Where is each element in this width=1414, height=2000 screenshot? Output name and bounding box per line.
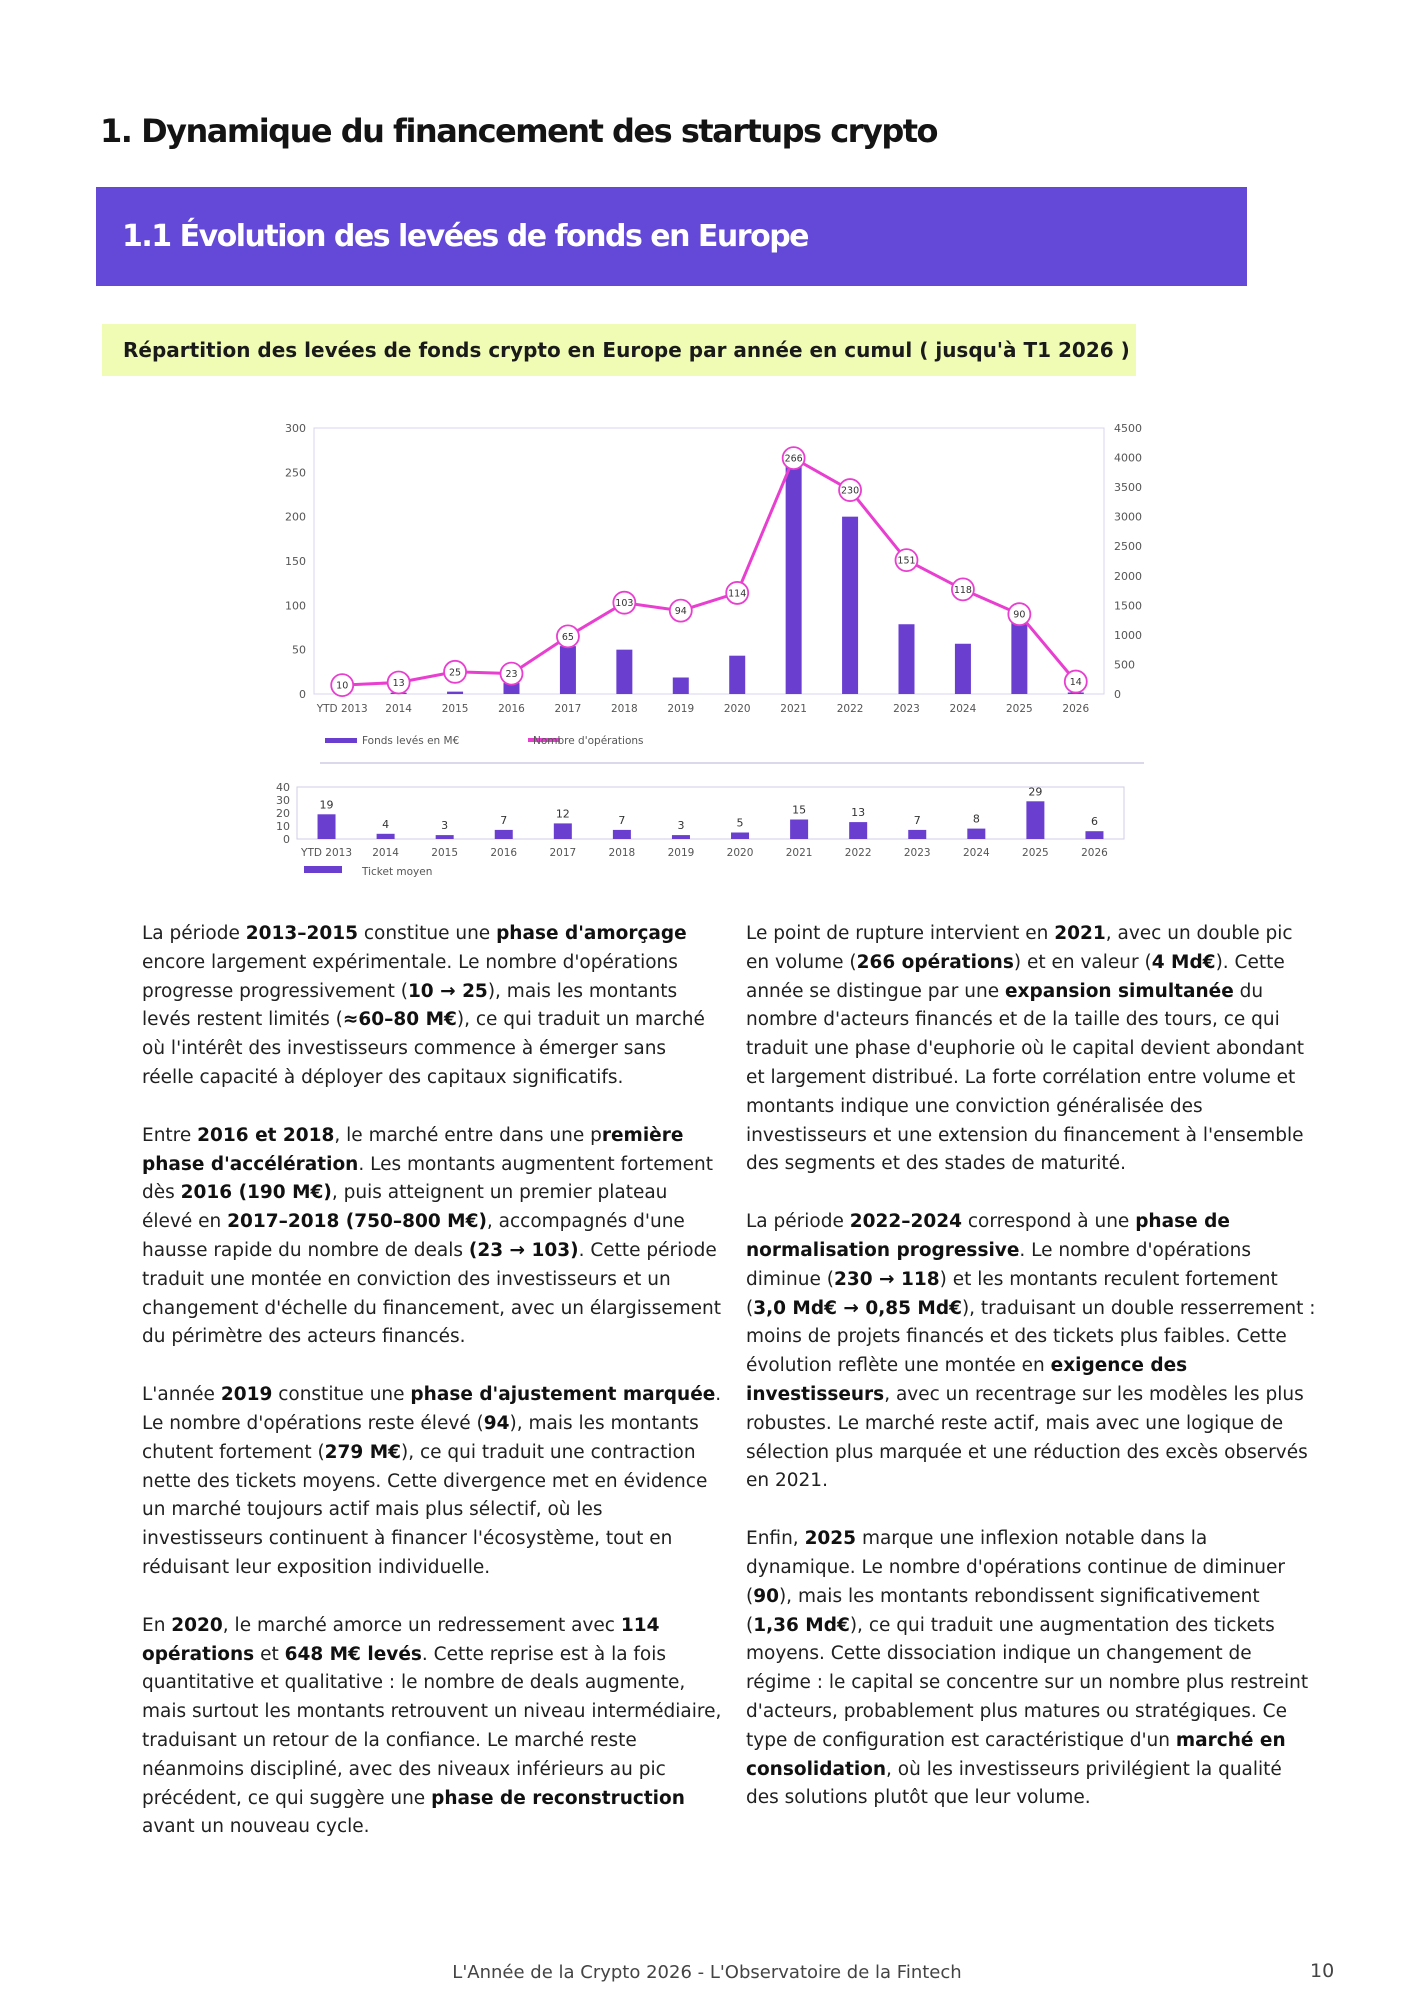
ticket-data-label: 3 — [441, 819, 449, 833]
operations-data-label: 14 — [1069, 677, 1082, 689]
x-tick-label: 2024 — [949, 703, 977, 715]
bold-run: phase de normalisation progressive — [746, 1211, 1230, 1261]
ticket-x-tick-label: 2018 — [608, 847, 636, 859]
bold-run: marché en consolidation — [746, 1729, 1286, 1780]
operations-data-label: 65 — [561, 631, 574, 643]
ticket-bar — [1085, 831, 1103, 839]
paragraph — [746, 920, 1318, 1179]
bold-run: phase de reconstruction — [431, 1787, 685, 1809]
bold-run: 230 → 118 — [833, 1268, 940, 1290]
funds-bar — [729, 656, 745, 694]
text-run: Entre — [142, 1124, 198, 1146]
left-tick-label: 250 — [285, 466, 306, 480]
right-tick-label: 4500 — [1114, 422, 1142, 435]
text-run: . Cette période traduit une montée en conviction des investisseurs et un changement d'échelle du financement, avec un élargissement du périmètre des acteurs financés. — [142, 1239, 721, 1348]
footer: L'Année de la Crypto 2026 - L'Observatoire de la Fintech — [452, 1962, 962, 1983]
legend-funds: Fonds levés en M€ — [362, 735, 460, 747]
text-run: du nombre d'acteurs financés et de la taille des tours, ce qui traduit une phase d'euphorie où le capital devient abondant et largement distribué. La forte corrélation entre volume et montants indique une conviction généralisée des investisseurs et une extension du financement à l'ensemble des segments et des stades de maturité. — [746, 980, 1305, 1175]
text-run: L'année — [142, 1384, 221, 1406]
text-run: marque une inflexion notable dans la dynamique. Le nombre d'opérations continue de diminuer ( — [746, 1528, 1286, 1607]
text-run: Le point de rupture intervient en — [746, 923, 1055, 944]
funds-bar — [842, 517, 858, 694]
bold-run: (23 → 103) — [468, 1239, 579, 1261]
text-column-left — [142, 920, 722, 1871]
ticket-tick-label: 10 — [276, 820, 290, 833]
operations-data-label: 25 — [449, 667, 462, 679]
text-run: , avec un double pic en volume ( — [746, 923, 1293, 973]
ticket-bar — [1026, 801, 1044, 839]
text-run: . Cette reprise est à la fois quantitative et qualitative : le nombre de deals augmente, mais surtout les montants retrouvent un niveau intermédiaire, traduisant un retour de la confiance. Le marché reste néanmoins discipliné, avec des niveaux inférieurs au pic précédent, ce qui suggère une — [142, 1643, 722, 1809]
left-tick-label: 0 — [299, 688, 306, 701]
left-tick-label: 200 — [285, 510, 306, 524]
right-tick-label: 2000 — [1114, 569, 1142, 583]
bold-run: 90 — [753, 1585, 779, 1607]
ticket-bar — [967, 829, 985, 839]
ticket-x-tick-label: 2024 — [962, 847, 990, 859]
text-run: En — [142, 1614, 172, 1636]
ticket-x-tick-label: YTD 2013 — [301, 847, 353, 859]
text-run: La période — [142, 923, 246, 944]
ticket-x-tick-label: 2014 — [372, 847, 399, 859]
ticket-bar — [613, 830, 631, 839]
paragraph — [142, 1612, 722, 1842]
funds-bar — [616, 650, 632, 694]
ticket-bar — [318, 814, 336, 839]
right-tick-label: 3500 — [1114, 481, 1142, 495]
ticket-data-label: 7 — [913, 813, 921, 827]
operations-data-label: 10 — [336, 680, 349, 692]
ticket-bar — [790, 820, 808, 840]
funds-bar — [786, 458, 802, 694]
legend-swatch-funds — [325, 738, 357, 743]
operations-data-label: 118 — [953, 584, 972, 596]
ticket-legend — [304, 866, 432, 878]
bold-run: expansion simultanée — [1004, 980, 1234, 1002]
operations-data-label: 266 — [784, 453, 803, 465]
funds-bar — [447, 692, 463, 694]
text-run: , le marché amorce un redressement avec — [222, 1614, 621, 1636]
funds-bar — [560, 646, 576, 694]
x-tick-label: 2018 — [610, 703, 638, 715]
x-tick-label: 2020 — [723, 703, 751, 715]
right-tick-label: 3000 — [1114, 510, 1142, 524]
ticket-x-tick-label: 2022 — [844, 847, 872, 859]
ticket-data-label: 15 — [792, 803, 807, 817]
x-tick-label: 2026 — [1062, 703, 1090, 715]
ticket-data-label: 29 — [1028, 785, 1043, 799]
ticket-x-tick-label: 2017 — [549, 847, 577, 859]
operations-data-label: 90 — [1013, 609, 1026, 621]
ticket-data-label: 6 — [1090, 815, 1098, 829]
text-run: . Les montants augmentent fortement dès — [142, 1153, 714, 1204]
ticket-tick-label: 20 — [276, 807, 290, 820]
bold-run: 2019 — [220, 1384, 273, 1406]
ticket-data-label: 4 — [382, 817, 390, 831]
charts — [0, 0, 1414, 900]
legend-operations: Nombre d'opérations — [533, 735, 644, 747]
bold-run: 279 M€ — [324, 1441, 402, 1463]
main-legend — [325, 735, 644, 747]
operations-data-label: 151 — [897, 555, 916, 567]
text-run: , le marché entre dans une p — [334, 1124, 602, 1146]
text-run: ), ce qui traduit un marché où l'intérêt des investisseurs commence à émerger sans réelle capacité à déployer des capitaux significatifs. — [142, 1009, 705, 1088]
ticket-x-tick-label: 2020 — [726, 847, 754, 859]
text-run: , puis atteignent un premier plateau élevé en — [142, 1182, 668, 1233]
left-tick-label: 300 — [285, 422, 306, 435]
right-tick-label: 1000 — [1114, 628, 1142, 642]
bold-run: 648 M€ levés — [284, 1643, 422, 1665]
text-run: avant un nouveau cycle. — [142, 1816, 370, 1838]
bold-run: 2020 — [171, 1614, 223, 1636]
x-tick-label: 2025 — [1005, 703, 1033, 715]
ticket-data-label: 7 — [618, 813, 626, 827]
text-run: . Le nombre d'opérations reste élevé ( — [142, 1384, 722, 1434]
text-run: , où les investisseurs privilégient la qualité des solutions plutôt que leur volume. — [746, 1758, 1282, 1809]
text-run: ) et les montants reculent fortement ( — [746, 1268, 1278, 1319]
paragraph — [746, 1525, 1318, 1813]
bold-run: 2016 et 2018 — [197, 1124, 335, 1146]
text-run: ), mais les montants chutent fortement ( — [142, 1412, 699, 1463]
bold-run: 2013–2015 — [245, 923, 358, 944]
x-tick-label: 2014 — [385, 703, 413, 715]
text-run: constitue une — [357, 923, 497, 944]
ticket-x-tick-label: 2016 — [490, 847, 518, 859]
x-tick-label: 2016 — [498, 703, 525, 715]
left-tick-label: 100 — [285, 599, 306, 613]
ticket-x-tick-label: 2026 — [1081, 847, 1108, 859]
text-run: La période — [746, 1211, 850, 1233]
bold-run: 2022–2024 — [849, 1211, 962, 1233]
text-run: Enfin, — [746, 1528, 805, 1550]
bold-run: 94 — [483, 1412, 510, 1434]
text-run: constitue une — [272, 1384, 411, 1406]
funds-bar — [673, 678, 689, 694]
operations-data-label: 23 — [505, 669, 518, 681]
text-run: , avec un recentrage sur les modèles les plus robustes. Le marché reste actif, mais avec une logique de sélection plus marquée et une réduction des excès observés en 2021. — [746, 1383, 1308, 1492]
operations-data-label: 114 — [728, 588, 747, 600]
bold-run: 266 opérations — [856, 951, 1014, 973]
ticket-bar — [908, 830, 926, 839]
left-tick-label: 150 — [285, 555, 306, 568]
ticket-data-label: 3 — [677, 819, 685, 833]
bold-run: 2017–2018 (750–800 M€) — [227, 1211, 487, 1233]
legend-ticket: Ticket moyen — [362, 866, 433, 878]
bold-run: 3,0 Md€ → 0,85 Md€ — [753, 1297, 962, 1319]
bold-run: 1,36 Md€ — [753, 1614, 850, 1636]
ticket-bar — [849, 822, 867, 839]
bold-run: 2016 (190 M€) — [180, 1182, 332, 1204]
legend-swatch-ticket — [304, 866, 342, 873]
right-tick-label: 500 — [1114, 658, 1135, 672]
bold-run: 10 → 25 — [407, 980, 488, 1002]
text-run: et — [254, 1643, 285, 1665]
bold-run: 4 Md€ — [1151, 951, 1216, 973]
operations-data-label: 103 — [615, 598, 634, 610]
funds-bar — [899, 624, 915, 694]
text-run: ), mais les montants rebondissent significativement ( — [746, 1585, 1260, 1636]
text-run: correspond à une — [961, 1211, 1136, 1233]
ticket-bar — [672, 835, 690, 839]
text-run: encore largement expérimentale. Le nombre d'opérations progresse progressivement ( — [142, 951, 678, 1002]
bold-run: 2021 — [1054, 923, 1106, 944]
paragraph — [746, 1208, 1318, 1496]
text-run: . Le nombre d'opérations diminue ( — [746, 1239, 1251, 1290]
x-tick-label: 2022 — [836, 703, 864, 715]
x-tick-label: 2023 — [893, 703, 920, 715]
right-tick-label: 1500 — [1114, 599, 1142, 613]
ticket-x-tick-label: 2015 — [431, 847, 459, 859]
text-run: ), mais les montants levés restent limités ( — [142, 980, 678, 1031]
ticket-chart-plot-area — [297, 787, 1124, 839]
ticket-x-tick-label: 2019 — [667, 847, 695, 859]
ticket-data-label: 12 — [555, 807, 570, 821]
text-run: ), traduisant un double resserrement : moins de projets financés et des tickets plus faibles. Cette évolution reflète une montée en — [746, 1297, 1316, 1377]
paragraph — [142, 920, 722, 1093]
paragraph — [142, 1122, 722, 1352]
bold-run: phase d'amorçage — [496, 923, 687, 944]
bold-run: ≈60–80 M€ — [342, 1009, 457, 1031]
subsection-title: 1.1 Évolution des levées de fonds en Europe — [122, 219, 809, 254]
right-tick-label: 0 — [1114, 688, 1121, 701]
ticket-tick-label: 40 — [276, 781, 290, 794]
text-run: ), ce qui traduit une augmentation des tickets moyens. Cette dissociation indique un changement de régime : le capital se concentre sur un nombre plus restreint d'acteurs, probablement plus matures ou stratégiques. Ce type de configuration est caractéristique d'un — [746, 1614, 1309, 1751]
x-tick-label: 2015 — [441, 703, 469, 715]
bold-run: exigence des investisseurs — [746, 1355, 1188, 1405]
text-run: ), ce qui traduit une contraction nette des tickets moyens. Cette divergence met en évidence un marché toujours actif mais plus sélectif, où les investisseurs continuent à financer l'écosystème, tout en réduisant leur exposition individuelle. — [142, 1441, 708, 1578]
right-tick-label: 4000 — [1114, 451, 1142, 465]
text-run: ) et en valeur ( — [1013, 951, 1152, 973]
figure-caption: Répartition des levées de fonds crypto en Europe par année en cumul ( jusqu'à T1 2026 ) — [123, 338, 1130, 362]
operations-data-label: 94 — [674, 606, 687, 618]
ticket-x-tick-label: 2023 — [903, 847, 931, 859]
main-chart-plot-area — [314, 428, 1104, 694]
ticket-bar — [436, 835, 454, 839]
bold-run: phase d'ajustement marquée — [410, 1384, 716, 1406]
ticket-bar — [731, 833, 749, 840]
ticket-tick-label: 0 — [283, 833, 290, 846]
text-column-right — [746, 920, 1318, 1842]
bold-run: 2025 — [804, 1528, 857, 1550]
x-tick-label: 2017 — [554, 703, 582, 715]
page-number: 10 — [1310, 1960, 1335, 1982]
paragraph — [142, 1381, 722, 1583]
ticket-x-tick-label: 2025 — [1022, 847, 1049, 859]
ticket-data-label: 7 — [500, 813, 508, 827]
ticket-x-tick-label: 2021 — [785, 847, 813, 859]
x-tick-label: YTD 2013 — [316, 703, 368, 715]
operations-data-label: 230 — [841, 485, 860, 497]
ticket-data-label: 19 — [319, 798, 334, 812]
operations-data-label: 13 — [392, 677, 405, 689]
x-tick-label: 2019 — [667, 703, 695, 715]
ticket-data-label: 5 — [736, 816, 744, 830]
text-run: , accompagnés d'une hausse rapide du nombre de deals — [142, 1211, 685, 1261]
ticket-bar — [377, 834, 395, 839]
bold-run: 114 opérations — [142, 1614, 660, 1665]
x-tick-label: 2021 — [780, 703, 808, 715]
section-title: 1. Dynamique du financement des startups crypto — [100, 112, 937, 150]
ticket-data-label: 8 — [972, 812, 980, 826]
text-run: ). Cette année se distingue par une — [746, 951, 1285, 1002]
left-tick-label: 50 — [292, 643, 306, 657]
bold-run: remière phase d'accélération — [142, 1124, 684, 1175]
funds-bar — [955, 644, 971, 694]
ticket-tick-label: 30 — [276, 794, 290, 807]
ticket-bar — [554, 823, 572, 839]
ticket-bar — [495, 830, 513, 839]
right-tick-label: 2500 — [1114, 540, 1142, 554]
ticket-data-label: 13 — [851, 806, 866, 820]
